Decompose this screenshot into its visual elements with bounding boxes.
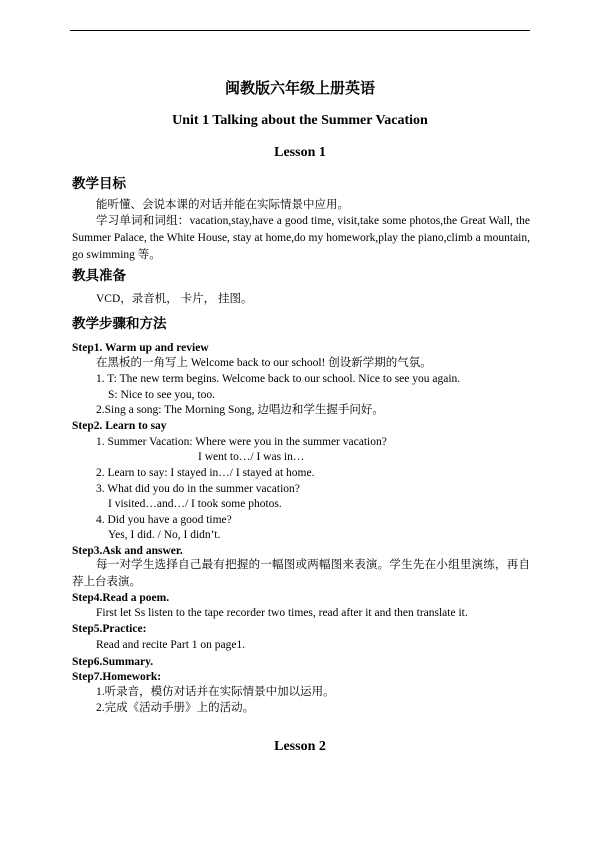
step7-line-2: 2.完成《活动手册》上的活动。: [96, 702, 255, 714]
step1-line-4: 2.Sing a song: The Morning Song, 边唱边和学生握手问好。: [96, 404, 384, 416]
objectives-heading: 教学目标: [72, 176, 126, 191]
step1-line-3: S: Nice to see you, too.: [108, 389, 215, 401]
step5-line-1: Read and recite Part 1 on page1.: [96, 639, 246, 651]
lesson-1-heading: Lesson 1: [274, 145, 326, 160]
materials-items: VCD，录音机， 卡片， 挂图。: [96, 293, 253, 305]
step2-line-3: 2. Learn to say: I stayed in…/ I stayed at home.: [96, 467, 315, 479]
step6-title: Step6.Summary.: [72, 656, 154, 668]
steps-heading: 教学步骤和方法: [72, 316, 167, 331]
step2-line-6: 4. Did you have a good time?: [96, 514, 232, 526]
objectives-paragraph-2: 学习单词和词组：vacation,stay,have a good time, visit,take some photos,the Great Wall, the Summer Palace, the White House, stay at home,do my homework,play the piano,climb a mountain, go swimming 等。: [72, 215, 530, 261]
step3-paragraph: 每一对学生选择自己最有把握的一幅图或两幅图来表演。学生先在小组里演练，再自荐上台表演。: [72, 559, 530, 588]
step2-line-7: Yes, I did. / No, I didn’t.: [108, 529, 221, 541]
step2-line-5: I visited…and…/ I took some photos.: [108, 498, 282, 510]
step2-line-2: I went to…/ I was in…: [198, 451, 305, 463]
step4-line-1: First let Ss listen to the tape recorder two times, read after it and then translate it.: [96, 607, 468, 619]
step7-line-1: 1.听录音，模仿对话并在实际情景中加以运用。: [96, 686, 335, 698]
unit-title: Unit 1 Talking about the Summer Vacation: [172, 113, 428, 128]
step2-title: Step2. Learn to say: [72, 420, 167, 432]
step1-title: Step1. Warm up and review: [72, 342, 209, 354]
step2-line-4: 3. What did you do in the summer vacation?: [96, 483, 300, 495]
step3-title: Step3.Ask and answer.: [72, 545, 183, 557]
step1-line-1: 在黑板的一角写上 Welcome back to our school! 创设新学期的气氛。: [96, 357, 432, 369]
materials-heading: 教具准备: [72, 268, 126, 283]
step2-line-1: 1. Summer Vacation: Where were you in the summer vacation?: [96, 436, 387, 448]
header-rule: [70, 30, 530, 31]
objectives-line-1: 能听懂、会说本课的对话并能在实际情景中应用。: [96, 199, 349, 211]
step4-title: Step4.Read a poem.: [72, 592, 170, 604]
step1-line-2: 1. T: The new term begins. Welcome back to our school. Nice to see you again.: [96, 373, 461, 385]
step7-title: Step7.Homework:: [72, 671, 162, 683]
lesson-2-heading: Lesson 2: [274, 739, 326, 754]
document-title: 闽教版六年级上册英语: [224, 81, 375, 97]
step5-title: Step5.Practice:: [72, 623, 147, 635]
